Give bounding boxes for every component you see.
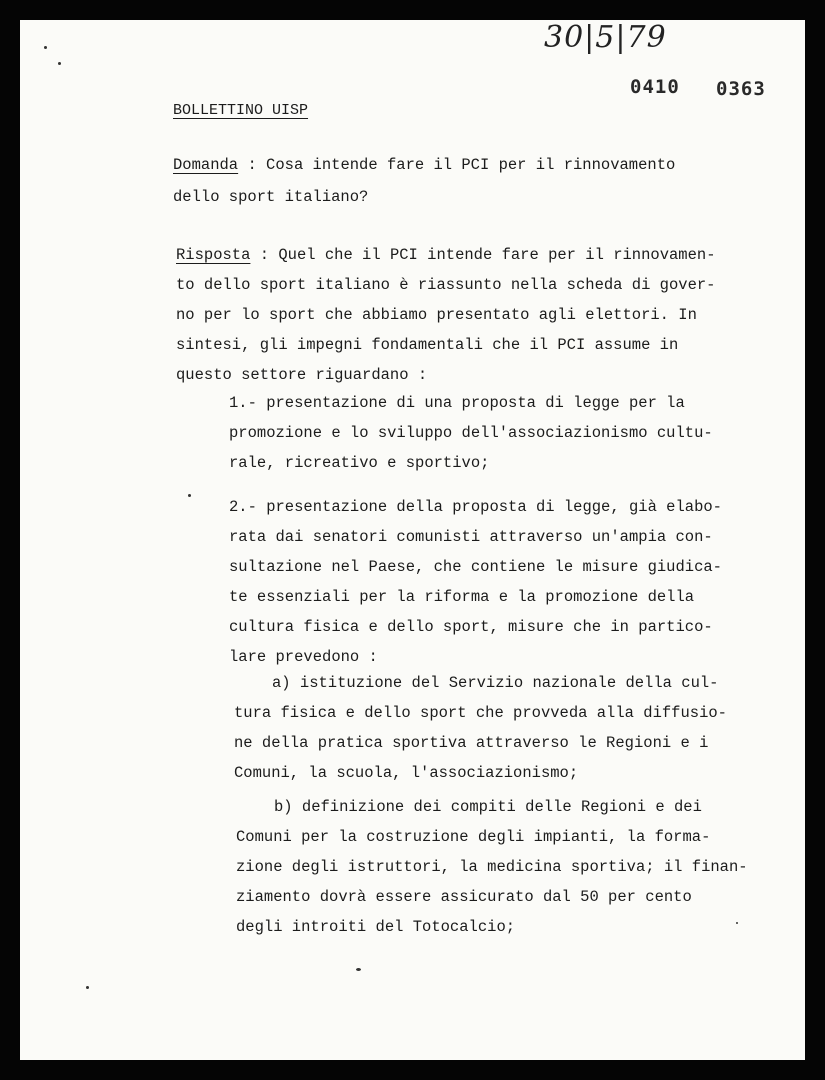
point1-line-3: rale, ricreativo e sportivo; — [229, 454, 490, 472]
handwritten-date: 30|5|79 — [544, 20, 667, 55]
scan-speck — [188, 494, 191, 497]
point1-line-2: promozione e lo sviluppo dell'associazionismo cultu- — [229, 424, 713, 442]
archive-number-left: 0410 — [630, 76, 680, 98]
question-text-1: : Cosa intende fare il PCI per il rinnovamento — [247, 156, 676, 174]
scan-speck — [86, 986, 89, 989]
point2-line-2: rata dai senatori comunisti attraverso un'ampia con- — [229, 528, 713, 546]
question-line-2: dello sport italiano? — [173, 188, 369, 206]
scan-speck — [58, 62, 61, 65]
point1-line-1: 1.- presentazione di una proposta di legge per la — [229, 394, 685, 412]
document-header: BOLLETTINO UISP — [173, 102, 309, 119]
document-page — [20, 20, 805, 1060]
sub-a-line-4: Comuni, la scuola, l'associazionismo; — [234, 764, 579, 782]
answer-label: Risposta — [176, 246, 251, 264]
scan-speck — [356, 968, 361, 971]
answer-line-3: no per lo sport che abbiamo presentato agli elettori. In — [176, 306, 697, 324]
question-line-1 — [173, 156, 675, 174]
scan-speck — [44, 46, 47, 49]
sub-b-line-3: zione degli istruttori, la medicina sportiva; il finan- — [236, 858, 748, 876]
sub-b-line-1: b) definizione dei compiti delle Regioni e dei — [274, 798, 702, 816]
point2-line-4: te essenziali per la riforma e la promozione della — [229, 588, 695, 606]
answer-line-2: to dello sport italiano è riassunto nella scheda di gover- — [176, 276, 716, 294]
sub-b-line-5: degli introiti del Totocalcio; — [236, 918, 516, 936]
archive-number-right: 0363 — [716, 78, 766, 100]
sub-b-line-2: Comuni per la costruzione degli impianti, la forma- — [236, 828, 711, 846]
answer-line-1 — [176, 246, 716, 264]
point2-line-6: lare prevedono : — [229, 648, 378, 666]
scan-speck — [736, 922, 738, 924]
point2-line-3: sultazione nel Paese, che contiene le misure giudica- — [229, 558, 722, 576]
answer-text-1: : Quel che il PCI intende fare per il rinnovamen- — [259, 246, 716, 264]
sub-a-line-3: ne della pratica sportiva attraverso le Regioni e i — [234, 734, 709, 752]
answer-line-5: questo settore riguardano : — [176, 366, 428, 384]
answer-line-4: sintesi, gli impegni fondamentali che il PCI assume in — [176, 336, 679, 354]
point2-line-1: 2.- presentazione della proposta di legge, già elabo- — [229, 498, 722, 516]
sub-a-line-1: a) istituzione del Servizio nazionale della cul- — [272, 674, 719, 692]
question-label: Domanda — [173, 156, 239, 174]
sub-b-line-4: ziamento dovrà essere assicurato dal 50 per cento — [236, 888, 692, 906]
point2-line-5: cultura fisica e dello sport, misure che in partico- — [229, 618, 713, 636]
sub-a-line-2: tura fisica e dello sport che provveda alla diffusio- — [234, 704, 727, 722]
